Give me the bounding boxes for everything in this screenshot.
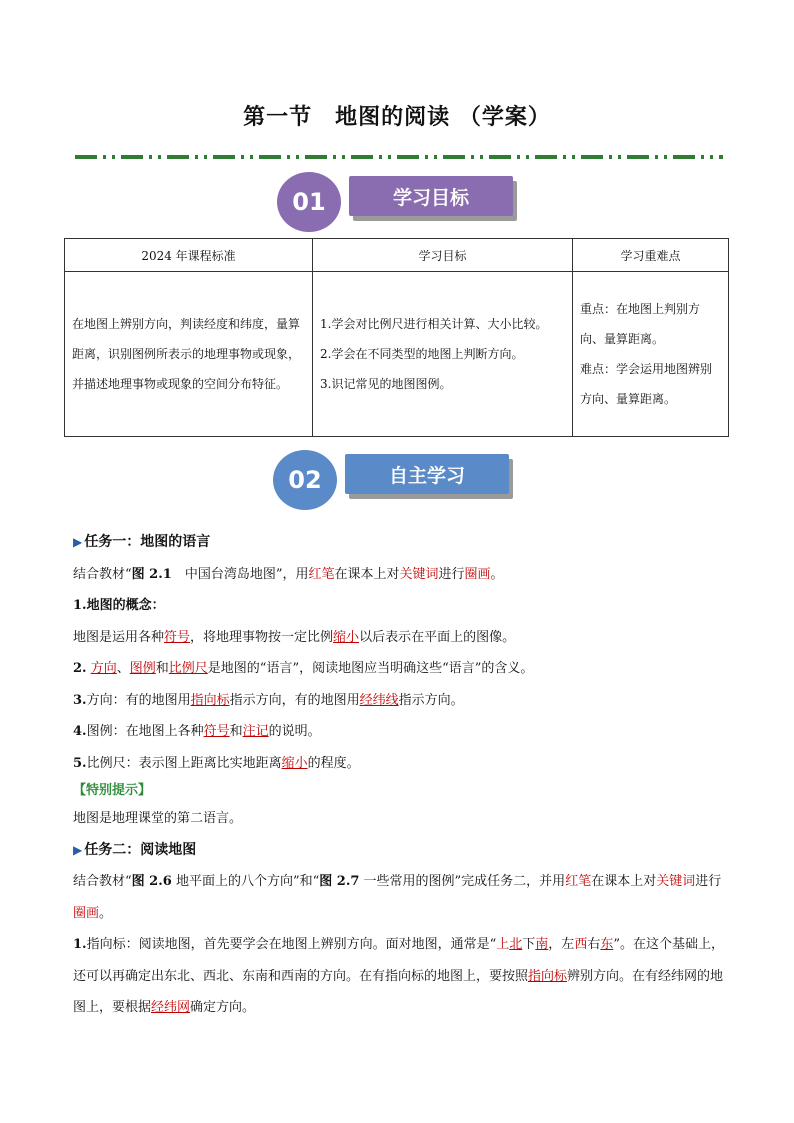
task-intro: 结合教材“图 2.6 地平面上的八个方向”和“图 2.7 一些常用的图例”完成任务二，并用红笔在课本上对关键词进行圈画。 bbox=[73, 874, 722, 921]
table-header: 学习重难点 bbox=[573, 239, 729, 272]
goal-item: 3.识记常见的地图图例。 bbox=[320, 377, 452, 391]
goals-table bbox=[64, 238, 729, 437]
triangle-bullet-icon: ▶ bbox=[73, 842, 83, 857]
section-badge-selfstudy bbox=[273, 450, 533, 510]
paragraph: 4.图例：在地图上各种符号和注记的说明。 bbox=[73, 724, 321, 739]
section-number: 01 bbox=[277, 172, 341, 232]
tip-text: 地图是地理课堂的第二语言。 bbox=[73, 811, 243, 826]
self-study-content bbox=[73, 527, 729, 1024]
point-heading: 1.地图的概念： bbox=[73, 598, 165, 613]
paragraph: 2. 方向、图例和比例尺是地图的“语言”，阅读地图应当明确这些“语言”的含义。 bbox=[73, 661, 534, 676]
dashed-divider bbox=[75, 154, 723, 160]
paragraph: 地图是运用各种符号，将地理事物按一定比例缩小以后表示在平面上的图像。 bbox=[73, 629, 516, 645]
goal-item: 2.学会在不同类型的地图上判断方向。 bbox=[320, 347, 524, 361]
tip-label: 【特别提示】 bbox=[73, 783, 152, 798]
table-cell-keypoints bbox=[573, 272, 729, 437]
section-label: 自主学习 bbox=[345, 454, 509, 494]
keypoint-item: 重点：在地图上判别方向、量算距离。 bbox=[580, 302, 701, 346]
table-header: 2024 年课程标准 bbox=[65, 239, 313, 272]
paragraph: 3.方向：有的地图用指向标指示方向，有的地图用经纬线指示方向。 bbox=[73, 692, 464, 708]
keypoint-item: 难点：学会运用地图辨别方向、量算距离。 bbox=[580, 362, 713, 406]
task-heading: ▶ 任务二：阅读地图 bbox=[73, 841, 197, 858]
table-cell-goals bbox=[313, 272, 573, 437]
goal-item: 1.学会对比例尺进行相关计算、大小比较。 bbox=[320, 317, 548, 331]
task-heading: ▶ 任务一：地图的语言 bbox=[73, 534, 211, 550]
table-cell-standard: 在地图上辨别方向，判读经度和纬度，量算距离，识别图例所表示的地理事物或现象，并描述地理事物或现象的空间分布特征。 bbox=[65, 272, 313, 437]
paragraph: 1.指向标：阅读地图，首先要学会在地图上辨别方向。面对地图，通常是“上北下南，左西右东”。在这个基础上，还可以再确定出东北、西北、东南和西南的方向。在有指向标的地图上，要按照指向标辨别方向。在有经纬网的地图上，要根据经纬网确定方向。 bbox=[73, 937, 725, 1015]
page-title: 第一节 地图的阅读 （学案） bbox=[243, 104, 551, 130]
section-label: 学习目标 bbox=[349, 176, 513, 216]
task-intro: 结合教材“图 2.1 中国台湾岛地图”，用红笔在课本上对关键词进行圈画。 bbox=[73, 566, 504, 582]
paragraph: 5.比例尺：表示图上距离比实地距离缩小的程度。 bbox=[73, 755, 360, 771]
section-badge-goals bbox=[277, 172, 537, 232]
section-number: 02 bbox=[273, 450, 337, 510]
triangle-bullet-icon: ▶ bbox=[73, 535, 83, 549]
table-header: 学习目标 bbox=[313, 239, 573, 272]
